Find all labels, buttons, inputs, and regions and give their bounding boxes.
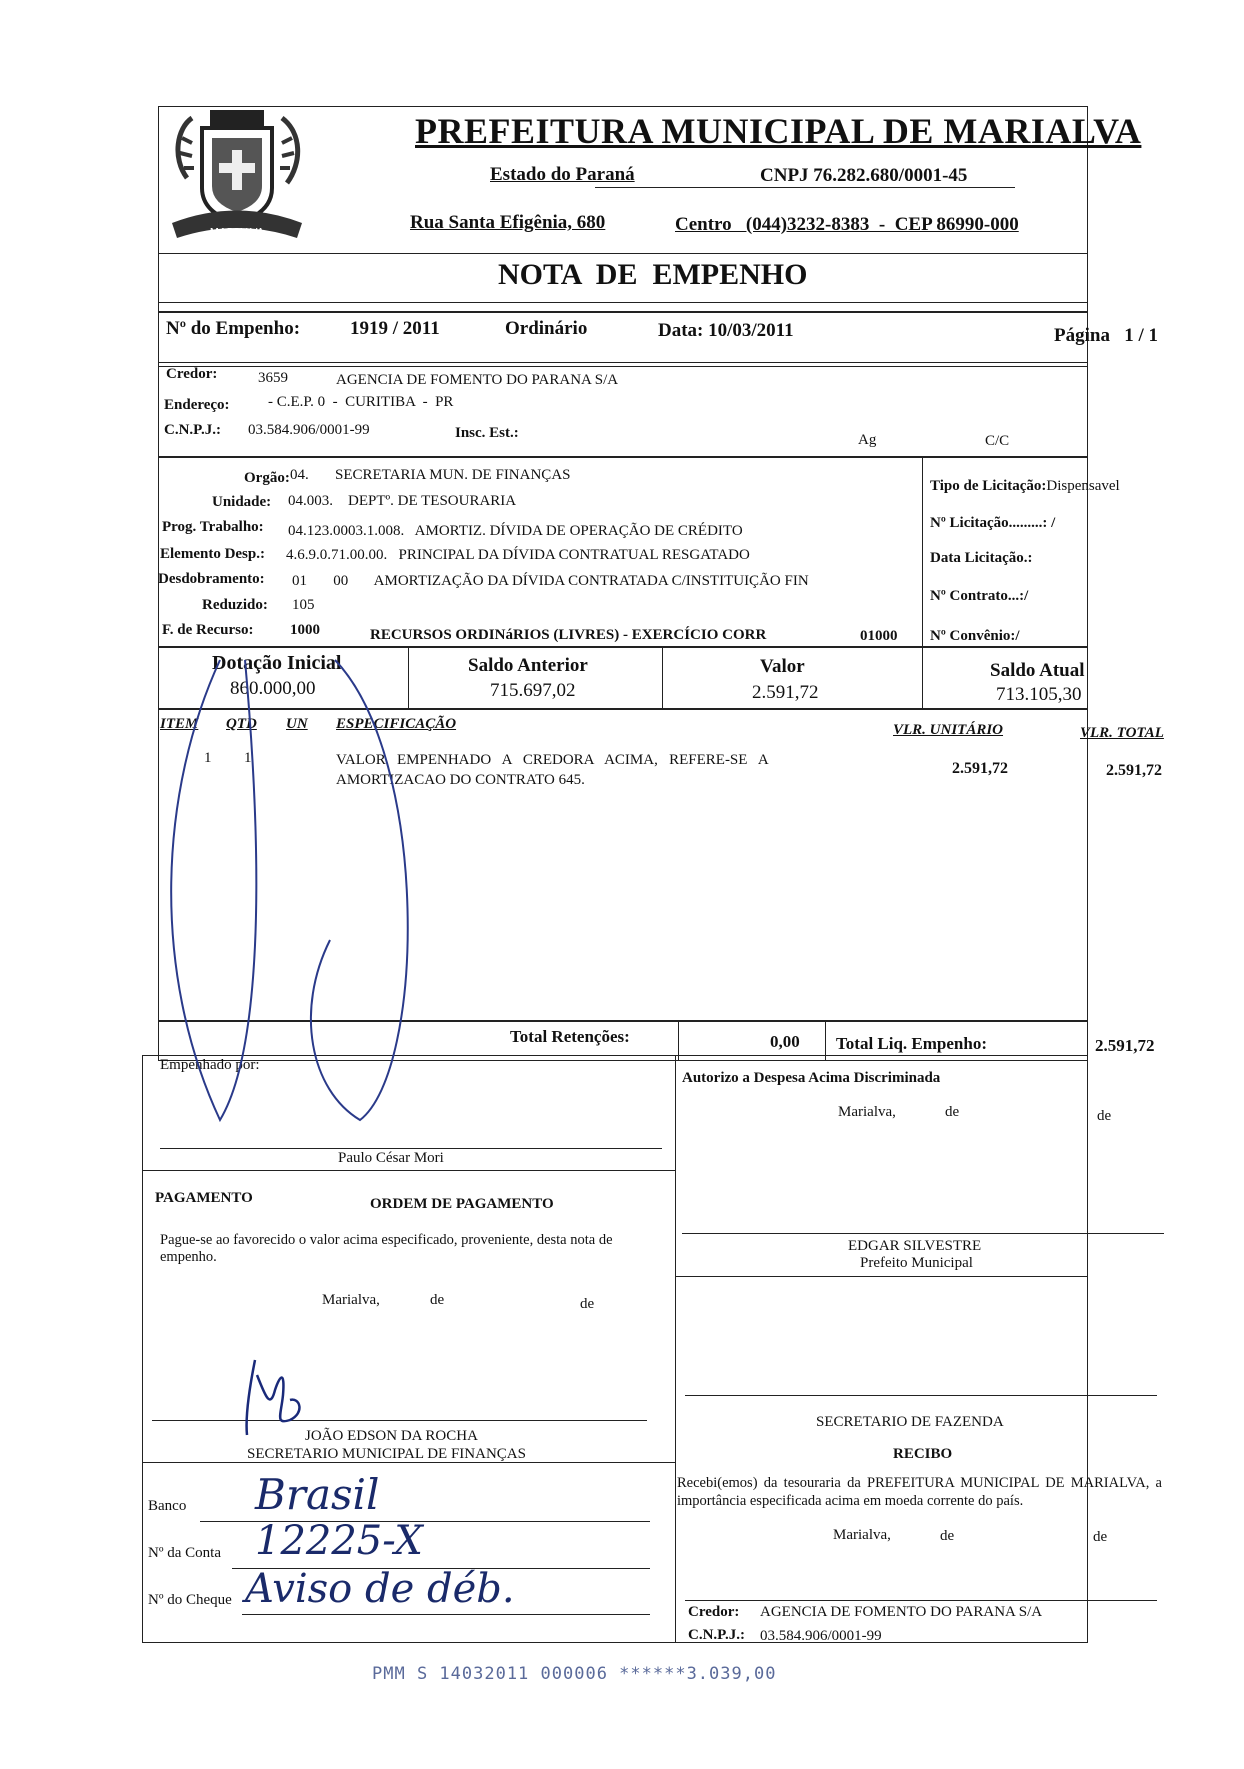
recibo-credor-value: AGENCIA DE FOMENTO DO PARANA S/A (760, 1604, 1043, 1620)
municipality-title: PREFEITURA MUNICIPAL DE MARIALVA (415, 111, 1142, 151)
numero-licitacao: Nº Licitação.........: / (930, 515, 1056, 531)
orgao-label: Orgão: (244, 470, 290, 486)
reduzido-value: 105 (292, 597, 315, 613)
unidade-value: 04.003. DEPTº. DE TESOURARIA (288, 493, 517, 509)
item-qtd: 1 (244, 750, 252, 766)
handwritten-page-number (160, 640, 500, 1130)
total-liquido-label: Total Liq. Empenho: (836, 1034, 987, 1053)
credor-cnpj: 03.584.906/0001-99 (248, 422, 370, 438)
recurso-label: F. de Recurso: (162, 622, 254, 638)
document-title: NOTA DE EMPENHO (498, 258, 808, 291)
cc-label: C/C (985, 433, 1010, 449)
vlr-unitario-header: VLR. UNITÁRIO (893, 722, 1004, 738)
endereco-value: - C.E.P. 0 - CURITIBA - PR (268, 394, 454, 410)
page-number: Página 1 / 1 (1054, 325, 1158, 346)
valor-label: Valor (760, 656, 805, 677)
empenho-date: Data: 10/03/2011 (658, 320, 794, 341)
conta-label: Nº da Conta (148, 1545, 221, 1561)
pagamento-de2: de (580, 1296, 595, 1312)
endereco-label: Endereço: (164, 397, 230, 413)
credor-code: 3659 (258, 370, 288, 386)
recurso-num: 01000 (860, 628, 898, 644)
cheque-label: Nº do Cheque (148, 1592, 232, 1608)
recibo-credor-label: Credor: (688, 1604, 740, 1620)
autorizo-label: Autorizo a Despesa Acima Discriminada (682, 1070, 941, 1086)
autorizo-de2: de (1097, 1108, 1112, 1124)
total-liquido-value: 2.591,72 (1095, 1036, 1155, 1055)
especificacao-header: ESPECIFICAÇÃO (336, 716, 457, 732)
recurso-code: 1000 (290, 622, 320, 638)
recibo-place: Marialva, (833, 1527, 891, 1543)
empenhado-por-label: Empenhado por: (160, 1057, 260, 1073)
un-header: UN (286, 716, 308, 732)
state-label: Estado do Paraná (490, 164, 635, 185)
pagamento-de1: de (430, 1292, 445, 1308)
secretario-fazenda-label: SECRETARIO DE FAZENDA (816, 1414, 1004, 1430)
vlr-total-header: VLR. TOTAL (1080, 725, 1164, 741)
prog-value: 04.123.0003.1.008. AMORTIZ. DÍVIDA DE OPERAÇÃO DE CRÉDITO (288, 523, 743, 539)
ag-label: Ag (858, 432, 877, 448)
authentication-stamp: PMM S 14032011 000006 ******3.039,00 (372, 1664, 777, 1684)
dotacao-label: Dotação Inicial (212, 652, 342, 674)
pagamento-text: Pague-se ao favorecido o valor acima especificado, proveniente, desta nota de empenho. (160, 1232, 613, 1265)
dotacao-value: 860.000,00 (230, 678, 316, 699)
elemento-label: Elemento Desp.: (160, 546, 265, 562)
banco-handwritten: Brasil (255, 1470, 380, 1519)
credor-name: AGENCIA DE FOMENTO DO PARANA S/A (336, 372, 619, 388)
signature-initials (235, 1355, 325, 1445)
pagamento-place: Marialva, (322, 1292, 380, 1308)
recibo-de2: de (1093, 1529, 1108, 1545)
orgao-value: 04. SECRETARIA MUN. DE FINANÇAS (290, 467, 571, 483)
item-header: ITEM (160, 716, 199, 732)
item-description-line2: AMORTIZACAO DO CONTRATO 645. (336, 772, 585, 788)
elemento-value: 4.6.9.0.71.00.00. PRINCIPAL DA DÍVIDA CONTRATUAL RESGATADO (286, 547, 750, 563)
prefeito-role: Prefeito Municipal (860, 1255, 973, 1271)
data-licitacao: Data Licitação.: (930, 550, 1033, 566)
autorizo-de1: de (945, 1104, 960, 1120)
qtd-header: QTD (226, 716, 257, 732)
autorizo-place: Marialva, (838, 1104, 896, 1120)
saldo-atual-label: Saldo Atual (990, 660, 1085, 681)
saldo-anterior-value: 715.697,02 (490, 680, 576, 701)
empenho-label: Nº do Empenho: (166, 318, 301, 339)
recibo-de1: de (940, 1528, 955, 1544)
item-number: 1 (204, 750, 212, 766)
conta-handwritten: 12225-X (255, 1518, 423, 1564)
ordem-pagamento-label: ORDEM DE PAGAMENTO (370, 1196, 554, 1212)
reduzido-label: Reduzido: (202, 597, 268, 613)
retencoes-value: 0,00 (770, 1032, 800, 1051)
credor-cnpj-label: C.N.P.J.: (164, 422, 221, 438)
secretario-financas-name: JOÃO EDSON DA ROCHA (305, 1428, 478, 1444)
saldo-anterior-label: Saldo Anterior (468, 655, 588, 676)
municipal-seal (162, 98, 312, 248)
banco-label: Banco (148, 1498, 187, 1514)
recibo-cnpj-label: C.N.P.J.: (688, 1627, 745, 1643)
secretario-financas-role: SECRETARIO MUNICIPAL DE FINANÇAS (247, 1446, 526, 1462)
recurso-desc: RECURSOS ORDINáRIOS (LIVRES) - EXERCÍCIO CORR (370, 627, 767, 643)
item-unit-value: 2.591,72 (952, 760, 1008, 777)
credor-label: Credor: (166, 366, 218, 382)
empenho-type: Ordinário (505, 318, 588, 339)
saldo-atual-value: 713.105,30 (996, 684, 1082, 705)
empenhado-por-name: Paulo César Mori (338, 1150, 444, 1166)
cheque-handwritten: Aviso de déb. (245, 1566, 515, 1612)
retencoes-label: Total Retenções: (510, 1027, 630, 1046)
valor-value: 2.591,72 (752, 682, 819, 703)
desdobramento-value: 01 00 AMORTIZAÇÃO DA DÍVIDA CONTRATADA C/INSTITUIÇÃO FIN (292, 573, 809, 589)
pagamento-label: PAGAMENTO (155, 1190, 253, 1206)
item-total-value: 2.591,72 (1106, 762, 1162, 779)
recibo-text: Recebi(emos) da tesouraria da PREFEITURA MUNICIPAL DE MARIALVA, a importância especificada acima em moeda corrente do país. (677, 1475, 1162, 1509)
prefeito-name: EDGAR SILVESTRE (848, 1238, 982, 1254)
prog-label: Prog. Trabalho: (162, 519, 264, 535)
item-description-line1: VALOR EMPENHADO A CREDORA ACIMA, REFERE-SE A (336, 752, 769, 768)
street-address: Rua Santa Efigênia, 680 (410, 212, 606, 233)
district-phone-cep: Centro (044)3232-8383 - CEP 86990-000 (675, 214, 1019, 235)
recibo-cnpj-value: 03.584.906/0001-99 (760, 1628, 882, 1644)
unidade-label: Unidade: (212, 494, 272, 510)
tipo-licitacao: Tipo de Licitação:Dispensavel (930, 478, 1120, 494)
svg-text:MARIALVA: MARIALVA (209, 226, 265, 239)
recibo-label: RECIBO (893, 1446, 953, 1462)
desdobramento-label: Desdobramento: (158, 571, 265, 587)
cnpj-label: CNPJ 76.282.680/0001-45 (760, 165, 968, 186)
numero-contrato: Nº Contrato...:/ (930, 588, 1029, 604)
empenho-number: 1919 / 2011 (350, 318, 440, 339)
numero-convenio: Nº Convênio:/ (930, 628, 1020, 644)
insc-label: Insc. Est.: (455, 425, 519, 441)
